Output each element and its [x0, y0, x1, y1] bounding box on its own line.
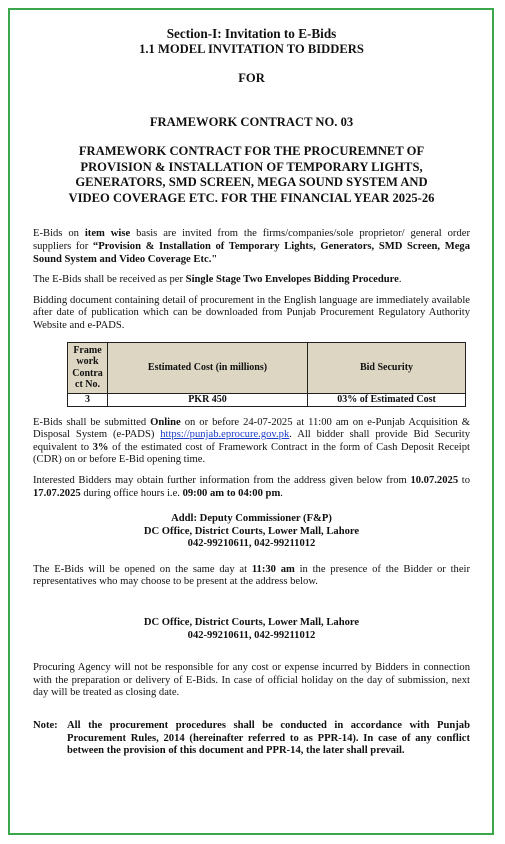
- header-estimated-cost: Estimated Cost (in millions): [108, 342, 308, 393]
- text: to: [458, 474, 471, 486]
- text: .: [398, 274, 402, 286]
- bid-table: [67, 342, 466, 407]
- paragraph-liability: Procuring Agency will not be responsible for any cost or expense incurred by Bidders in connection with the preparation or delivery of E-Bids. In case of official holiday on the day of submission, next day will be treated as closing date.: [33, 662, 470, 699]
- text: . All bidder shall provide Bid Security equivalent to: [33, 429, 470, 453]
- contract-title: [33, 144, 470, 206]
- table-header-row: [68, 342, 466, 393]
- contract-title-line: FRAMEWORK CONTRACT FOR THE PROCUREMNET OF: [78, 144, 425, 158]
- section-title: Section-I: Invitation to E-Bids: [166, 26, 337, 41]
- text: .: [280, 487, 283, 499]
- address-block-2: [33, 617, 470, 642]
- paragraph-bidding-document: Bidding document containing detail of procurement in the English language are immediately available after date of publication which can be downloaded from Punjab Procurement Regulatory Authority Website and e-PADS.: [33, 294, 470, 331]
- header-bid-security: Bid Security: [308, 342, 466, 393]
- text: of the estimated cost of Framework Contract in the form of Cash Deposit Receipt (CDR) on or before E-Bid opening time.: [33, 441, 470, 466]
- address-block-1: [33, 513, 470, 551]
- address-line: DC Office, District Courts, Lower Mall, Lahore: [143, 525, 360, 537]
- contract-title-line: GENERATORS, SMD SCREEN, MEGA SOUND SYSTEM AND: [75, 175, 428, 190]
- header-contract-no: Frame work Contra ct No.: [68, 342, 108, 393]
- contract-title-line: PROVISION & INSTALLATION OF TEMPORARY LIGHTS,: [80, 159, 423, 174]
- cell-contract-no: 3: [68, 393, 108, 406]
- paragraph-opening: [33, 564, 470, 589]
- contract-number: FRAMEWORK CONTRACT NO. 03: [149, 115, 354, 129]
- text-bold: 09:00 am to 04:00 pm: [182, 487, 281, 499]
- address-line: DC Office, District Courts, Lower Mall, Lahore: [143, 617, 360, 629]
- text: in the presence of the Bidder or their representatives who may choose to be present at the address below.: [33, 563, 470, 588]
- document: [33, 22, 470, 758]
- text-bold: 17.07.2025: [33, 487, 81, 499]
- table-row: [68, 393, 466, 406]
- note-label: Note:: [33, 720, 58, 732]
- paragraph-invitation: [33, 228, 470, 266]
- paragraph-procedure: [33, 274, 470, 287]
- note-text: All the procurement procedures shall be conducted in accordance with Punjab Procurement Rules, 2014 (hereinafter referred to as PPR-14). In case of any conflict between the provision of this document and PPR-14, the later shall prevail.: [67, 720, 470, 757]
- address-line: 042-99210611, 042-99211012: [187, 538, 316, 550]
- text: The E-Bids shall be received as per: [33, 274, 186, 286]
- text-bold: Single Stage Two Envelopes Bidding Procedure: [185, 274, 399, 286]
- for-label: FOR: [238, 71, 265, 85]
- cell-estimated-cost: PKR 450: [108, 393, 308, 406]
- text-bold: Online: [150, 416, 181, 428]
- text: basis are invited from the firms/companies/sole proprietor/ general order suppliers for: [33, 228, 470, 252]
- text: E-Bids on: [33, 228, 85, 240]
- paragraph-information: [33, 475, 470, 500]
- cell-bid-security: 03% of Estimated Cost: [308, 393, 466, 406]
- text-bold: 10.07.2025: [410, 474, 459, 486]
- text: Interested Bidders may obtain further information from the address given below from: [33, 474, 411, 486]
- address-line: 042-99210611, 042-99211012: [187, 629, 316, 641]
- contract-title-line: VIDEO COVERAGE ETC. FOR THE FINANCIAL YEAR 2025-26: [68, 190, 435, 205]
- text-bold: “Provision & Installation of Temporary Lights, Generators, SMD Screen, Mega Sound System and Video Coverage Etc.": [33, 240, 470, 265]
- address-line: Addl: Deputy Commissioner (F&P): [171, 513, 332, 525]
- subtitle: 1.1 MODEL INVITATION TO BIDDERS: [139, 42, 364, 56]
- paragraph-submission: [33, 417, 470, 467]
- text-bold: item wise: [84, 228, 131, 240]
- epads-link[interactable]: https://punjab.eprocure.gov.pk: [160, 429, 290, 441]
- note: [33, 720, 470, 758]
- text: during office hours i.e.: [80, 487, 183, 499]
- text: The E-Bids will be opened on the same day at: [33, 563, 252, 575]
- text-bold: 11:30 am: [251, 563, 295, 575]
- text-bold: 3%: [92, 441, 109, 453]
- text: on or before 24-07-2025 at 11:00 am on e-Punjab Acquisition & Disposal System (e-PADS): [33, 416, 470, 441]
- text: E-Bids shall be submitted: [33, 416, 151, 428]
